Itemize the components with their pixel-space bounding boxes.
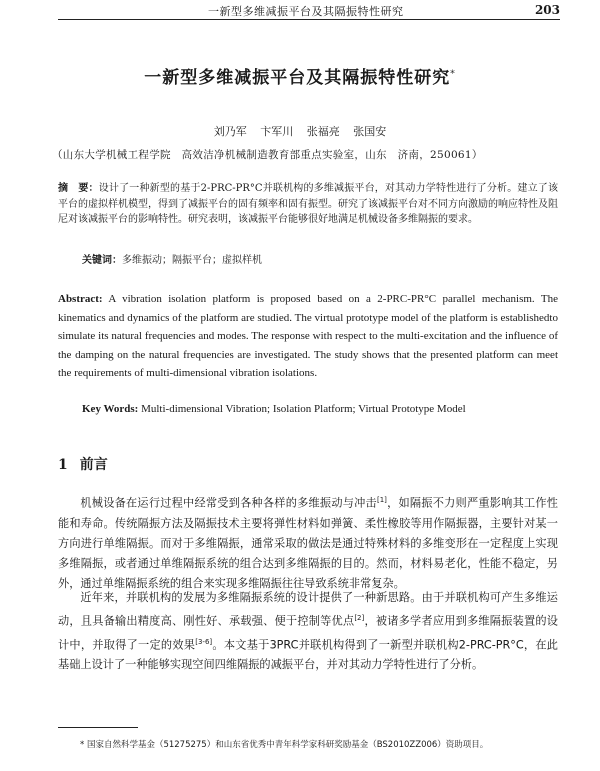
affiliation: （山东大学机械工程学院 高效洁净机械制造教育部重点实验室，山东 济南，250061）	[52, 149, 483, 161]
footnote-divider	[58, 727, 138, 728]
abstract-english-label: Abstract:	[58, 293, 103, 305]
author-name: 刘乃军	[213, 125, 247, 138]
author-list	[0, 123, 600, 139]
author-name: 张福亮	[306, 125, 340, 138]
paragraph-text: 近年来，并联机构的发展为多维隔振系统的设计提供了一种新思路。由于并联机构可产生多维运动，且具备输出精度高、刚性好、承载强、便于控制等优点	[58, 591, 558, 628]
section-heading	[58, 454, 108, 474]
author-name: 张国安	[353, 125, 387, 138]
citation: [2]	[354, 614, 365, 622]
paper-title	[0, 63, 600, 88]
citation: [1]	[376, 496, 387, 504]
footnote	[80, 738, 560, 750]
title-footnote-marker: *	[450, 69, 456, 80]
running-header	[58, 3, 560, 20]
keywords-chinese-text: 多维振动；隔振平台；虚拟样机	[122, 255, 262, 266]
paragraph-text: ，被诸多学者应用到多维隔振装置的设计中，并取得了一定的效果	[58, 614, 558, 652]
paragraph-text: 。本文基于3PRC并联机构得到了一新型并联机构2-PRC-PR°C，在此基础上设计了一种能够实现空间四维隔振的减振平台，并对其动力学特性进行了分析。	[58, 638, 558, 672]
abstract-chinese	[58, 181, 558, 228]
body-paragraph	[58, 490, 558, 594]
author-name: 卞军川	[260, 125, 294, 138]
paragraph-text: 机械设备在运行过程中经常受到各种各样的多维振动与冲击	[80, 496, 377, 510]
section-title: 前言	[79, 457, 108, 473]
citation: [3-6]	[195, 637, 213, 646]
abstract-chinese-text: 设计了一种新型的基于2-PRC-PR°C并联机构的多维减振平台，对其动力学特性进行了分析。建立了该平台的虚拟样机模型，得到了减振平台的固有频率和固有振型。研究了该减振平台对不同方向激励的响应特性及阻尼对该减振平台的影响特性。研究表明，该减振平台能够很好地满足机械设备多维隔振的要求。	[58, 183, 558, 225]
keywords-english-text: Multi-dimensional Vibration; Isolation Platform; Virtual Prototype Model	[141, 403, 466, 415]
body-paragraph	[58, 588, 558, 675]
footnote-text: 国家自然科学基金（51275275）和山东省优秀中青年科学家科研奖励基金（BS2010ZZ006）资助项目。	[86, 740, 489, 750]
abstract-english	[58, 290, 558, 383]
keywords-english-label: Key Words:	[82, 403, 139, 415]
abstract-chinese-label: 摘 要：	[58, 183, 99, 194]
paper-title-text: 一新型多维减振平台及其隔振特性研究	[144, 68, 451, 88]
page-number: 203	[534, 3, 560, 17]
keywords-chinese	[82, 253, 552, 268]
footnote-marker: *	[80, 740, 85, 750]
running-title: 一新型多维减振平台及其隔振特性研究	[208, 5, 404, 18]
paragraph-text: ，如隔振不力则严重影响其工作性能和寿命。传统隔振方法及隔振技术主要将弹性材料如弹簧、柔性橡胶等用作隔振器，主要针对某一方向进行单维隔振。而对于多维隔振，通常采取的做法是通过特殊材料的多维变形在一定程度上实现多维隔振，或者通过单维隔振系统的组合达到多维隔振的目的。然而，材料易老化，性能不稳定，另外，通过单维隔振系统的组合来实现多维隔振往往导致系统非常复杂。	[58, 496, 558, 590]
keywords-chinese-label: 关键词：	[82, 255, 122, 266]
keywords-english	[82, 401, 562, 417]
section-number: 1	[58, 457, 68, 473]
abstract-english-text: A vibration isolation platform is proposed based on a 2-PRC-PR°C parallel mechanism. The kinematics and dynamics of the platform are studied. The virtual prototype model of the platform is establishedto simulate its natural frequencies and modes. The response with respect to the multi-excitation and the influence of the damping on the natural frequencies are investigated. The study shows that the presented platform can meet the requirements of multi-dimensional vibration isolations.	[58, 293, 558, 379]
